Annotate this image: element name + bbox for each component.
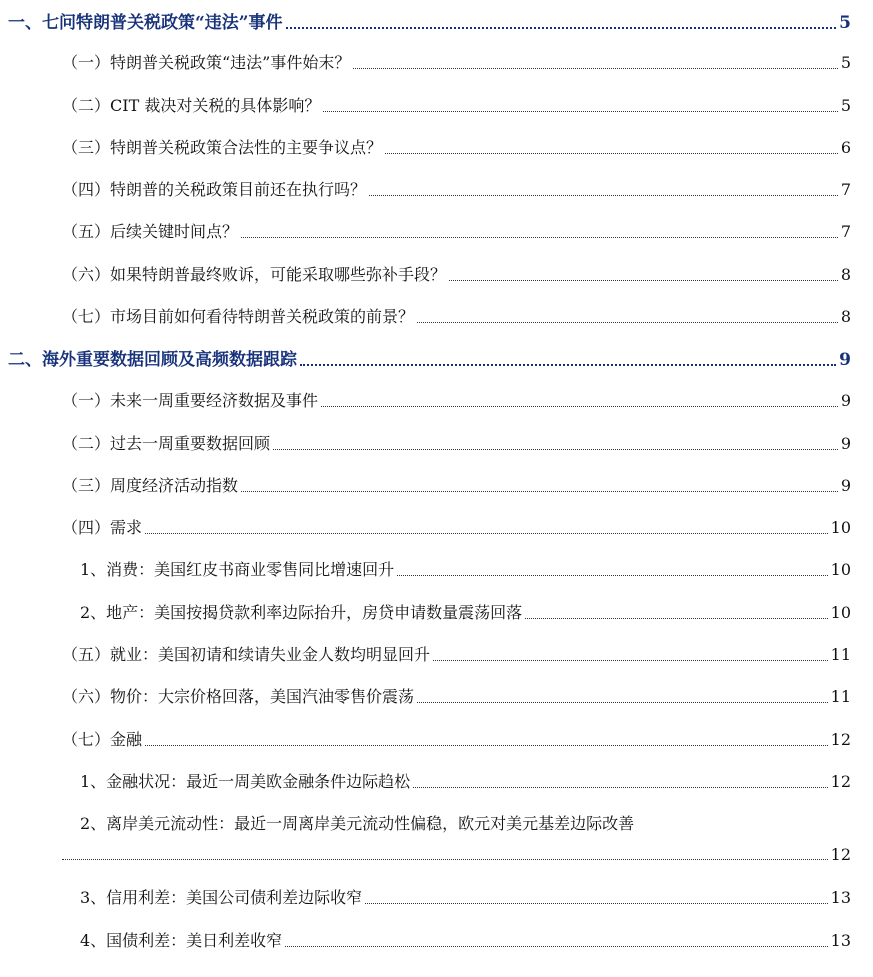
toc-entry[interactable] — [62, 135, 851, 158]
toc-entry-wrapped-leader[interactable] — [62, 845, 851, 864]
toc-entry[interactable] — [62, 93, 851, 116]
toc-entry-page[interactable]: 10 — [830, 560, 851, 579]
toc-entry[interactable] — [62, 219, 851, 242]
toc-entry[interactable] — [62, 50, 851, 73]
toc-entry-page[interactable]: 5 — [839, 13, 851, 33]
toc-entry-page[interactable]: 8 — [840, 307, 851, 326]
dot-leader — [145, 745, 828, 746]
toc-entry-title[interactable]: （一）未来一周重要经济数据及事件 — [62, 391, 319, 410]
toc-entry-page[interactable]: 12 — [830, 772, 851, 791]
toc-entry-title[interactable]: （三）周度经济活动指数 — [62, 476, 239, 495]
toc-entry[interactable] — [62, 727, 851, 750]
dot-leader — [273, 449, 838, 450]
toc-entry-title[interactable]: （六）物价：大宗价格回落，美国汽油零售价震荡 — [62, 687, 415, 706]
toc-entry[interactable] — [80, 769, 851, 792]
toc-entry-title[interactable]: 2、地产：美国按揭贷款利率边际抬升，房贷申请数量震荡回落 — [80, 603, 523, 622]
dot-leader — [145, 533, 828, 534]
toc-entry-title[interactable]: （七）金融 — [62, 730, 143, 749]
dot-leader — [397, 575, 827, 576]
dot-leader — [365, 903, 827, 904]
dot-leader — [241, 491, 838, 492]
toc-entry[interactable] — [62, 642, 851, 665]
toc-entry-page[interactable]: 12 — [830, 730, 851, 749]
dot-leader — [323, 111, 837, 112]
toc-entry-page[interactable]: 7 — [840, 180, 851, 199]
toc-entry-page[interactable]: 9 — [839, 350, 851, 370]
toc-entry[interactable] — [62, 177, 851, 200]
dot-leader — [413, 787, 827, 788]
dot-leader — [241, 237, 838, 238]
toc-entry-page[interactable]: 5 — [840, 96, 851, 115]
toc-entry[interactable] — [62, 684, 851, 707]
toc-entry[interactable] — [62, 304, 851, 327]
toc-entry-title[interactable]: 1、消费：美国红皮书商业零售同比增速回升 — [80, 560, 395, 579]
toc-entry-title[interactable]: （六）如果特朗普最终败诉，可能采取哪些弥补手段？ — [62, 265, 447, 284]
toc-entry[interactable] — [62, 388, 851, 411]
toc-entry[interactable] — [62, 431, 851, 454]
toc-entry-wrapped-title[interactable]: 2、离岸美元流动性：最近一周离岸美元流动性偏稳，欧元对美元基差边际改善 — [80, 814, 635, 833]
toc-entry-page[interactable]: 6 — [840, 138, 851, 157]
dot-leader — [300, 364, 836, 366]
toc-entry[interactable] — [80, 557, 851, 580]
toc-entry-title[interactable]: （四）特朗普的关税政策目前还在执行吗？ — [62, 180, 367, 199]
toc-entry-title[interactable]: （二）CIT 裁决对关税的具体影响？ — [62, 96, 321, 115]
toc-entry[interactable] — [80, 600, 851, 623]
toc-entry[interactable] — [80, 885, 851, 908]
toc-entry-title[interactable]: 3、信用利差：美国公司债利差边际收窄 — [80, 888, 363, 907]
toc-entry-title[interactable]: 一、七问特朗普关税政策“违法”事件 — [8, 13, 283, 33]
toc-entry-title[interactable]: （二）过去一周重要数据回顾 — [62, 434, 271, 453]
toc-entry-title[interactable]: 4、国债利差：美日利差收窄 — [80, 931, 283, 950]
toc-entry-page[interactable]: 9 — [840, 391, 851, 410]
dot-leader — [525, 618, 827, 619]
toc-entry-title[interactable]: （四）需求 — [62, 518, 143, 537]
toc-entry-page[interactable]: 11 — [830, 687, 851, 706]
toc-entry-page[interactable]: 10 — [830, 603, 851, 622]
toc-entry-title[interactable]: （五）后续关键时间点？ — [62, 222, 239, 241]
toc-entry-page[interactable]: 9 — [840, 476, 851, 495]
toc-entry[interactable] — [62, 473, 851, 496]
toc-entry-page[interactable]: 11 — [830, 645, 851, 664]
toc-entry-title[interactable]: 二、海外重要数据回顾及高频数据跟踪 — [8, 350, 297, 370]
dot-leader — [433, 660, 828, 661]
dot-leader — [286, 27, 837, 29]
toc-entry-title[interactable]: （三）特朗普关税政策合法性的主要争议点？ — [62, 138, 383, 157]
dot-leader — [369, 195, 838, 196]
toc-entry-page[interactable]: 13 — [830, 888, 851, 907]
toc-entry-title[interactable]: （一）特朗普关税政策“违法”事件始末？ — [62, 53, 351, 72]
dot-leader — [62, 859, 828, 860]
toc-entry-page[interactable]: 13 — [830, 931, 851, 950]
toc-entry[interactable] — [62, 262, 851, 285]
toc-entry-page[interactable]: 12 — [830, 845, 851, 864]
dot-leader — [385, 153, 838, 154]
toc-entry-title[interactable]: （五）就业：美国初请和续请失业金人数均明显回升 — [62, 645, 431, 664]
toc-entry[interactable] — [62, 515, 851, 538]
toc-entry-page[interactable]: 10 — [830, 518, 851, 537]
dot-leader — [353, 68, 837, 69]
toc-entry-title[interactable]: 1、金融状况：最近一周美欧金融条件边际趋松 — [80, 772, 411, 791]
dot-leader — [449, 280, 838, 281]
toc-entry-section-2[interactable] — [8, 345, 851, 370]
dot-leader — [417, 702, 828, 703]
dot-leader — [285, 946, 827, 947]
toc-entry[interactable] — [80, 928, 851, 951]
toc-entry-section-1[interactable] — [8, 8, 851, 33]
dot-leader — [321, 406, 838, 407]
toc-entry-page[interactable]: 8 — [840, 265, 851, 284]
dot-leader — [417, 322, 838, 323]
toc-entry-page[interactable]: 7 — [840, 222, 851, 241]
toc-entry-title[interactable]: （七）市场目前如何看待特朗普关税政策的前景？ — [62, 307, 415, 326]
toc-entry-page[interactable]: 5 — [840, 53, 851, 72]
toc-entry-page[interactable]: 9 — [840, 434, 851, 453]
